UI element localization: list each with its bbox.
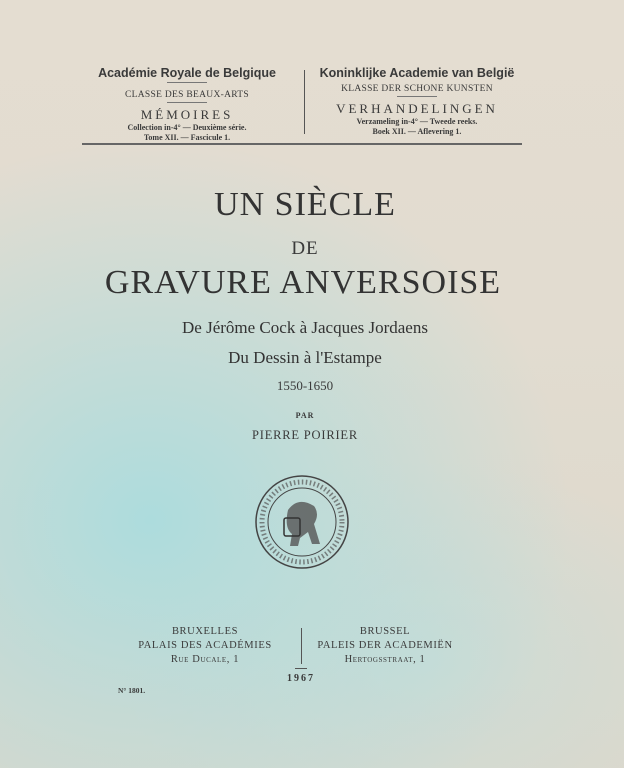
footer-dash	[295, 668, 307, 669]
title-line-1: UN SIÈCLE	[214, 186, 396, 223]
city-nl: BRUSSEL	[359, 626, 411, 637]
footer-right	[280, 625, 490, 667]
series-nl: VERHANDELINGEN	[336, 101, 498, 116]
title-line-2: DE	[291, 238, 319, 259]
subtitle-line-2: Du Dessin à l'Estampe	[228, 348, 382, 367]
by-label: PAR	[295, 411, 315, 420]
subtitle-line-1: De Jérôme Cock à Jacques Jordaens	[182, 318, 428, 337]
header-right	[302, 66, 532, 137]
header-left	[72, 66, 302, 143]
year: 1967	[287, 673, 315, 684]
header-rule	[82, 143, 522, 145]
divider	[167, 82, 207, 83]
city-fr: BRUXELLES	[171, 626, 239, 637]
building-nl: PALEIS DER ACADEMIËN	[317, 640, 453, 651]
academy-seal-logo	[254, 474, 350, 570]
collection-fr: Collection in-4° — Deuxième série.	[127, 123, 247, 132]
volume-nl: Boek XII. — Aflevering 1.	[372, 127, 462, 136]
institution-fr: Académie Royale de Belgique	[98, 66, 276, 80]
class-fr: CLASSE DES BEAUX-ARTS	[125, 90, 249, 100]
building-fr: PALAIS DES ACADÉMIES	[138, 640, 272, 651]
street-nl: Hertogsstraat, 1	[344, 654, 426, 665]
title-line-3: GRAVURE ANVERSOISE	[104, 264, 502, 301]
series-fr: MÉMOIRES	[140, 107, 234, 122]
divider	[167, 102, 207, 103]
class-nl: KLASSE DER SCHONE KUNSTEN	[341, 84, 493, 94]
footer-left	[100, 625, 310, 667]
author-name: PIERRE POIRIER	[252, 428, 358, 442]
street-fr: Rue Ducale, 1	[170, 654, 240, 665]
publication-number: N° 1801.	[118, 686, 146, 695]
divider	[397, 96, 437, 97]
volume-fr: Tome XII. — Fascicule 1.	[143, 133, 231, 142]
institution-nl: Koninklijke Academie van België	[319, 66, 515, 80]
collection-nl: Verzameling in-4° — Tweede reeks.	[356, 117, 478, 126]
dates: 1550-1650	[276, 378, 334, 393]
